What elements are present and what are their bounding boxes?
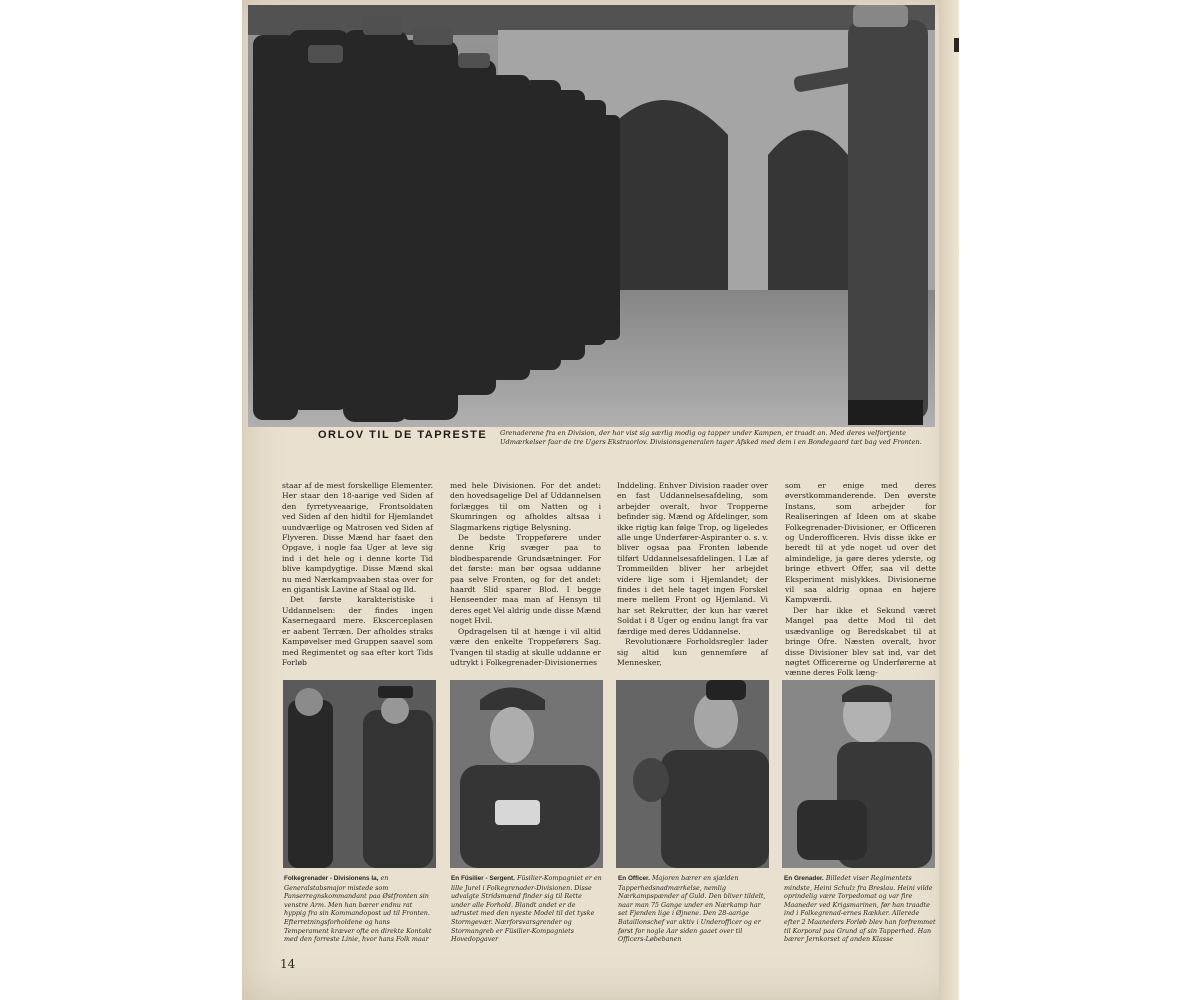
caption-body: Füsilier-Kompagniet er en lille Jurel i Folkegrenader-Divisionen. Disse udvalgte Stridsmænd finder sig til Rette under alle Forhold. Blandt andet er de udrustet med den nyeste Model til det tyske Stormgevær. Nærforsvarsgrender og Stormangreb er Füsilier-Kompagniets Hovedopgaver [451,874,602,944]
column-paragraph: De bedste Troppeførere under denne Krig svæger paa to blodbesparende Grundsætninger. For det første: man bør ogsaa uddanne paa selve Fronten, og for det andet: haardt Slid sparer Blod. I begge Henseender maa man af Hensyn til deres eget Vel aldrig unde disse Mænd noget Hvil. [450,533,601,626]
article-column-3 [617,481,768,668]
photo-caption-1 [284,874,436,944]
article-column-2 [450,481,601,668]
hero-photo [248,5,935,427]
column-paragraph: Opdragelsen til at hænge i vil altid være den enkelte Troppeførers Sag. Tvangen til stadig at skulle uddanne er udtrykt i Folkegrenader-Divisionernes [450,626,601,667]
caption-body: Billedet viser Regimentets mindste, Heini Schulz fra Breslau. Heini vilde oprindelig være Torpedomat og var fire Maaneder ved Krigsmarinen, før han traadte ind i Folkegrenad-ernes Rækker. Allerede efter 2 Maaneders Forløb blev han forfremmet til Korporal paa Grund af sin Tapperhed. Han bærer Jernkorset af anden Klasse [784,874,936,944]
caption-body: Majoren bærer en sjælden Tapperhedsnadmærkelse, nemlig Nærkampspænder af Guld. Den bliver tildelt, naar man 75 Gange under en Nærkamp har set Fjenden lige i Øjnene. Den 28-aarige Bataillonschef var aktiv i Underofficer og er først for nogle Aar siden gaaet over til Officers-Løbebanen [618,874,766,944]
hero-caption-text: Grenaderene fra en Division, der har vist sig særlig modig og tapper under Kampen, er traadt an. Med deres velfortjente Udmærkelser faar de tre Ugers Ekstraorlov. Divisionsgeneralen tager Afsked med dem i en Bondegaard tæt bag ved Fronten. [500,429,922,446]
photo-caption-4 [784,874,936,944]
column-paragraph: staar af de mest forskellige Elementer. Her staar den 18-aarige ved Siden af den fyrretyveaarige, Frontsoldaten ved Siden af den hidtil for Hjemlandet uundværlige og Matrosen ved Siden af Flyveren. Disse Mænd har faaet den Opgave, i nogle faa Uger at leve sig ind i det hele og i denne korte Tid blive kampdygtige. Disse Mænd skal nu med Nærkampvaaben staa over for en gigantisk Lavine af Staal og Ild. [282,481,433,595]
photo-folkegrenader-officers [283,680,436,868]
column-paragraph: Inddeling. Enhver Division raader over en fast Uddannelsesafdeling, som arbejder overalt, hvor Tropperne befinder sig. Mænd og Afdelinger, som ikke rigtig kan følge Trop, og ligeledes alle unge Underfører-Aspiranter o. s. v. bliver ogsaa paa Fronten løbende tilført Uddannelsesafdelingen. I Læ af Trommeilden bliver her arbejdet videre lige som i Hjemlandet; der findes i det hele taget ingen Forskel mere mellem Front og Hjemland. Vi har set Rekrutter, der kun har været Soldat i 8 Uger og endnu langt fra var færdige med deres Uddannelse. [617,481,768,636]
caption-lead: En Officer. [618,875,650,882]
officer-cat-photo [616,680,769,868]
hero-caption-title: ORLOV TIL DE TAPRESTE [318,429,488,441]
soldiers-formation-photo [248,5,935,427]
page-number: 14 [280,957,296,971]
photo-caption-2 [451,874,603,944]
page-edge [939,0,959,1000]
sergeant-portrait-photo [450,680,603,868]
column-paragraph: med hele Divisionen. For det andet: den hovedsagelige Del af Uddannelsen forlægges til om Natten og i Skumringen og afholdes altsaa i Slagmarkens rigtige Belysning. [450,481,601,532]
column-paragraph: som er enige med deres øverstkommanderende. Den øverste Instans, som arbejder for Realiseringen af Ideen om at skabe Folkegrenader-Divisioner, er Officeren og Underofficeren. Hvis disse ikke er beredt til at yde noget ud over det almindelige, ja gøre deres yderste, og bringe ethvert Offer, saa vil dette Eksperiment mislykkes. Divisionerne vil saa aldrig opnaa en højere Kampværdi. [785,481,936,605]
photo-fusilier-sergeant [450,680,603,868]
caption-lead: En Füsilier - Sergent. [451,875,515,882]
article-column-4 [785,481,936,679]
article-column-1 [282,481,433,668]
photo-caption-3 [618,874,770,944]
caption-lead: En Grenader. [784,875,824,882]
two-officers-photo [283,680,436,868]
photo-officer-with-cat [616,680,769,868]
photo-young-grenadier [782,680,935,868]
grenadier-portrait-photo [782,680,935,868]
column-paragraph: Der har ikke et Sekund været Mangel paa dette Mod til det usædvanlige og Beredskabet til at bringe Ofre. Næsten overalt, hvor disse Divisioner blev sat ind, var det nøgtet Officererne og Underførerne at vænne deres Folk læng- [785,605,936,678]
caption-lead: Folkegrenader - Divisionens Ia, [284,875,379,882]
column-paragraph: Revolutionære Forholdsregler lader sig altid kun gennemføre af Mennesker, [617,637,768,667]
caption-body: en Generalstabsmajor mistede som Panserregnskommandant paa Østfronten sin venstre Arm. Men han bærer endnu rat hyppig fra sin Kommandopost ud til Fronten. Efterretningsforholdene og hans Temperament kræver ofte en direkte Kontakt med den forreste Linie, hvor hans Folk maar [284,874,432,944]
page-tab-marker [954,38,959,52]
column-paragraph: Det første karakteristiske i Uddannelsen: der findes ingen Kasernegaard mere. Ekscerceplasen er aabent Terræn. Der afholdes straks Kampøvelser med Gruppen saavel som med Regimentet og saa efter kort Tids Forløb [282,595,433,667]
